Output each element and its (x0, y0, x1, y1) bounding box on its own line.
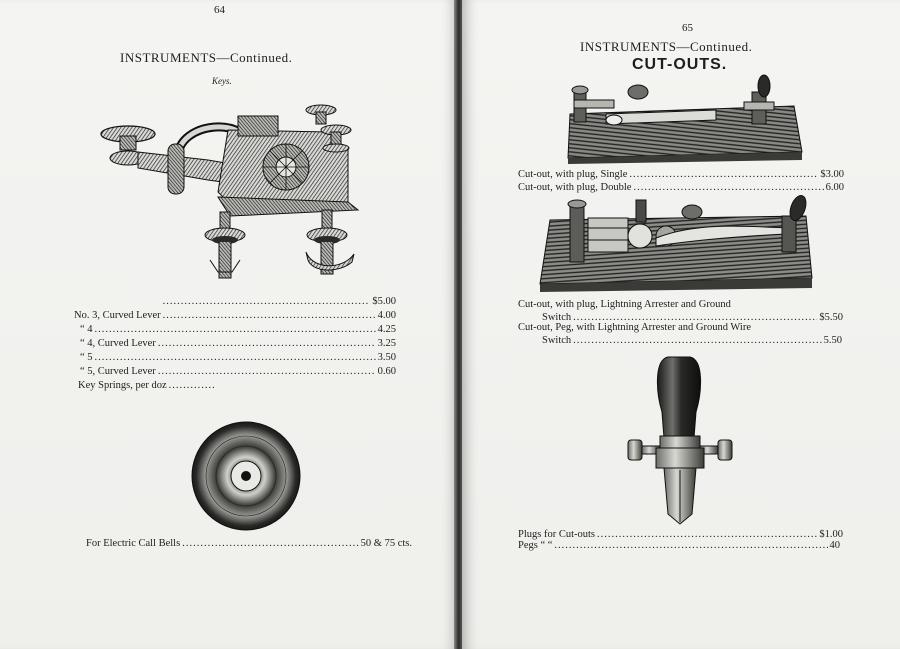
page-number: 64 (214, 4, 225, 16)
cutout-item-price: 6.00 (825, 182, 844, 193)
call-bell-gong-illustration (190, 420, 302, 532)
telegraph-key-illustration (98, 102, 368, 287)
cutout-item-row (518, 182, 844, 193)
plug-item-label: Pegs “ “ (518, 540, 553, 551)
plug-item-price: $1.00 (819, 529, 843, 540)
arrester-item-row (542, 335, 842, 346)
leader-dots (573, 335, 821, 346)
key-item-label: “ 5, Curved Lever (80, 366, 156, 377)
key-item-row (80, 352, 396, 363)
leader-dots (597, 529, 817, 540)
plug-item-label: Plugs for Cut-outs (518, 529, 596, 540)
cutout-item-price: $3.00 (820, 169, 844, 180)
subheading: Keys. (212, 76, 232, 86)
key-item-price: 4.25 (377, 324, 396, 335)
bell-item-label: For Electric Call Bells (86, 538, 181, 549)
page-header: INSTRUMENTS—Continued. (120, 50, 293, 65)
cutout-item-label: Cut-out, with plug, Single (518, 169, 628, 180)
leader-dots (169, 380, 216, 391)
plug-item-price: 40 (829, 540, 840, 551)
key-item-row (74, 310, 396, 321)
section-title: CUT-OUTS. (632, 56, 728, 73)
arrester-item-line2: Switch (542, 312, 572, 323)
key-item-price: $5.00 (372, 296, 396, 307)
cutout-item-row (518, 169, 844, 180)
cutout-item-label: Cut-out, with plug, Double (518, 182, 632, 193)
arrester-item-price: 5.50 (823, 335, 842, 346)
leader-dots (182, 538, 358, 549)
plug-item-row (518, 529, 843, 540)
key-item-price: 3.25 (377, 338, 396, 349)
page-number: 65 (682, 22, 693, 34)
key-item-row (80, 324, 396, 335)
right-page (462, 0, 900, 649)
arrester-item-line1: Cut-out, Peg, with Lightning Arrester and Ground Wire (518, 322, 751, 333)
leader-dots (163, 296, 371, 307)
leader-dots (163, 310, 376, 321)
key-item-price: 0.60 (377, 366, 396, 377)
key-item-row (80, 366, 396, 377)
leader-dots (633, 182, 823, 193)
leader-dots (95, 324, 376, 335)
leader-dots (158, 338, 376, 349)
page-header: INSTRUMENTS—Continued. (580, 39, 753, 54)
bell-item-price: 50 & 75 cts. (360, 538, 412, 549)
arrester-item-line2: Switch (542, 335, 572, 346)
cutout-plug-illustration (626, 352, 736, 527)
key-item-label: No. 3, Curved Lever (74, 310, 161, 321)
cutout-single-illustration (566, 74, 806, 164)
leader-dots (95, 352, 376, 363)
arrester-item-line1: Cut-out, with plug, Lightning Arrester and Ground (518, 299, 731, 310)
key-item-label: “ 4, Curved Lever (80, 338, 156, 349)
key-item-price: 3.50 (377, 352, 396, 363)
key-item-row (80, 338, 396, 349)
leader-dots (158, 366, 376, 377)
cutout-lightning-arrester-illustration (536, 198, 816, 293)
leader-dots (629, 169, 818, 180)
arrester-item-price: $5.50 (819, 312, 843, 323)
key-item-row (78, 380, 218, 391)
key-item-label: “ 5 (80, 352, 93, 363)
bell-item-row (86, 538, 412, 549)
leader-dots (554, 540, 827, 551)
key-item-label: “ 4 (80, 324, 93, 335)
key-item-label: Key Springs, per doz (78, 380, 167, 391)
key-item-row (74, 296, 396, 307)
plug-item-row (518, 540, 840, 551)
key-item-price: 4.00 (377, 310, 396, 321)
